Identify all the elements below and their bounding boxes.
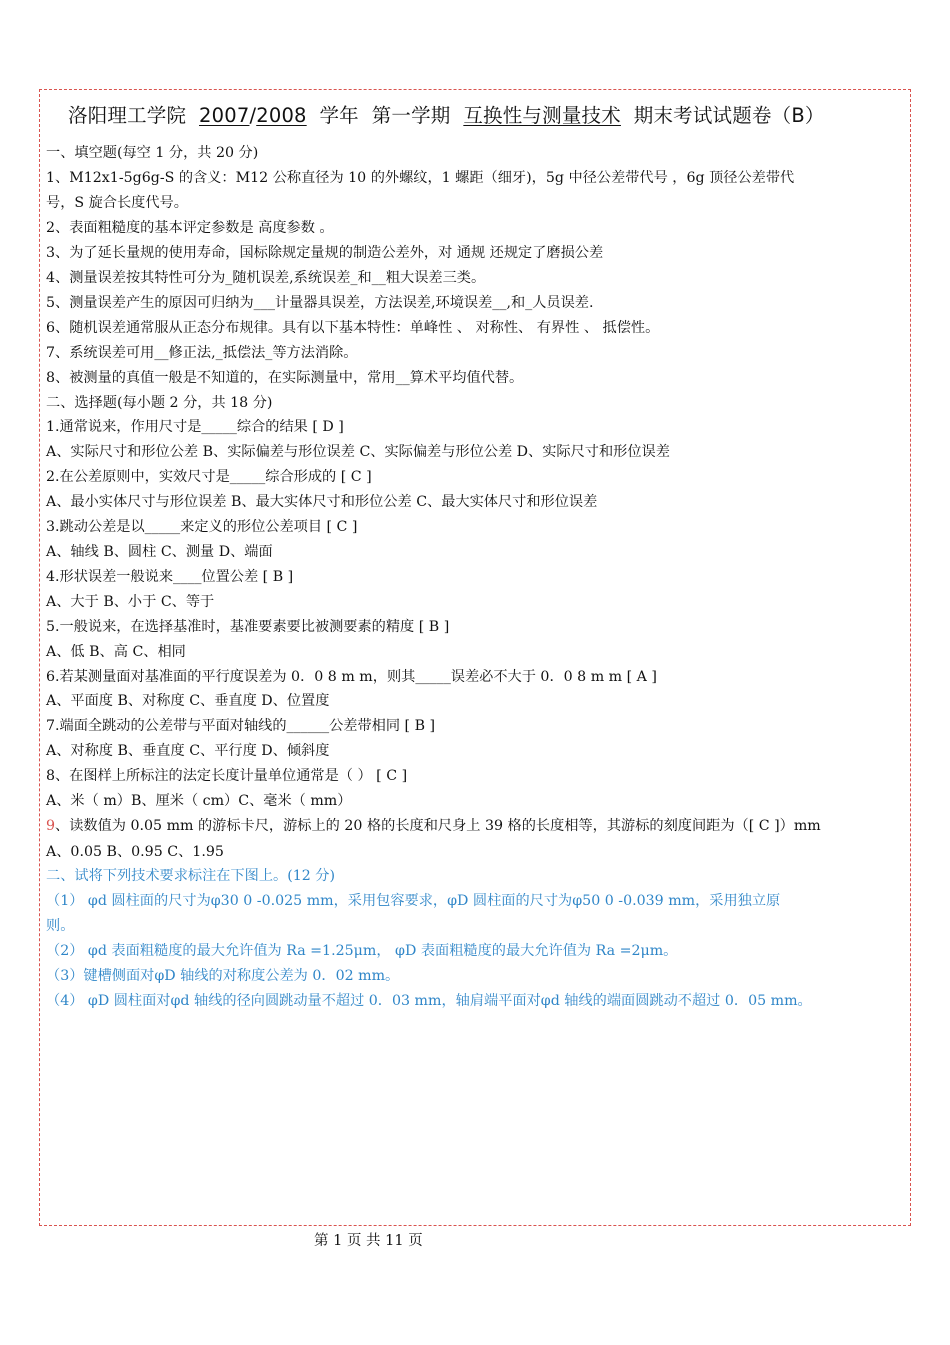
year-start: 2007 bbox=[199, 104, 250, 127]
choice-q9 bbox=[46, 816, 821, 836]
choice-q2: 2.在公差原则中，实效尺寸是_____综合形成的 [ C ] bbox=[46, 469, 372, 485]
choice-q9-text: 、读数值为 0.05 mm 的游标卡尺，游标上的 20 格的长度和尺身上 39 格的长度相等，其游标的刻度间距为（[ C ]）mm bbox=[55, 818, 821, 834]
choice-q5-options: A、低 B、高 C、相同 bbox=[46, 644, 186, 660]
course-name: 互换性与测量技术 bbox=[463, 104, 621, 127]
choice-q8-options: A、米（ m）B、厘米（ cm）C、毫米（ mm） bbox=[46, 793, 352, 809]
fill-q8: 8、被测量的真值一般是不知道的，在实际测量中，常用__算术平均值代替。 bbox=[46, 370, 524, 386]
choice-q6: 6.若某测量面对基准面的平行度误差为 0．0 8 m m，则其_____误差必不大于 0．0 8 m m [ A ] bbox=[46, 669, 657, 685]
fill-q4: 4、测量误差按其特性可分为_随机误差,系统误差_和__粗大误差三类。 bbox=[46, 270, 486, 286]
exam-label: 期末考试试题卷（B） bbox=[633, 104, 825, 127]
fill-q7: 7、系统误差可用__修正法,_抵偿法_等方法消除。 bbox=[46, 345, 358, 361]
choice-q4: 4.形状误差一般说来____位置公差 [ B ] bbox=[46, 569, 294, 585]
fill-q6: 6、随机误差通常服从正态分布规律。具有以下基本特性：单峰性 、 对称性、 有界性 、 抵偿性。 bbox=[46, 320, 660, 336]
school-name: 洛阳理工学院 bbox=[68, 104, 187, 127]
choice-q3-options: A、轴线 B、圆柱 C、测量 D、端面 bbox=[46, 544, 273, 560]
annotation-req-1-cont: 则。 bbox=[46, 918, 75, 934]
choice-q3: 3.跳动公差是以_____来定义的形位公差项目 [ C ] bbox=[46, 519, 358, 535]
choice-q9-options: A、0.05 B、0.95 C、1.95 bbox=[46, 844, 224, 860]
fill-q5: 5、测量误差产生的原因可归纳为___计量器具误差，方法误差,环境误差__,和_人员误差. bbox=[46, 295, 594, 311]
annotation-req-1: （1） φd 圆柱面的尺寸为φ30 0 -0.025 mm，采用包容要求，φD 圆柱面的尺寸为φ50 0 -0.039 mm，采用独立原 bbox=[46, 893, 781, 909]
fill-q1: 1、M12x1-5g6g-S 的含义：M12 公称直径为 10 的外螺纹，1 螺距（细牙)，5g 中径公差带代号 ，6g 顶径公差带代 bbox=[46, 170, 795, 186]
fill-q1-cont: 号，S 旋合长度代号。 bbox=[46, 195, 188, 211]
choice-q7: 7.端面全跳动的公差带与平面对轴线的______公差带相同 [ B ] bbox=[46, 718, 436, 734]
choice-q9-number: 9 bbox=[46, 818, 56, 834]
section-choice-heading: 二、选择题(每小题 2 分，共 18 分) bbox=[46, 395, 273, 411]
academic-year-label: 学年 bbox=[319, 104, 359, 127]
year-slash: / bbox=[249, 104, 257, 127]
choice-q6-options: A、平面度 B、对称度 C、垂直度 D、位置度 bbox=[46, 693, 330, 709]
annotation-req-4: （4） φD 圆柱面对φd 轴线的径向圆跳动量不超过 0．03 mm，轴肩端平面对φd 轴线的端面圆跳动不超过 0．05 mm。 bbox=[46, 993, 812, 1009]
choice-q7-options: A、对称度 B、垂直度 C、平行度 D、倾斜度 bbox=[46, 743, 330, 759]
fill-q3: 3、为了延长量规的使用寿命，国标除规定量规的制造公差外，对 通规 还规定了磨损公差 bbox=[46, 245, 604, 261]
page-footer: 第 1 页 共 11 页 bbox=[314, 1233, 423, 1249]
choice-q5: 5.一般说来，在选择基准时，基准要素要比被测要素的精度 [ B ] bbox=[46, 619, 450, 635]
choice-q2-options: A、最小实体尺寸与形位误差 B、最大实体尺寸和形位公差 C、最大实体尺寸和形位误差 bbox=[46, 494, 598, 510]
section-fill-blank-heading: 一、填空题(每空 1 分，共 20 分) bbox=[46, 145, 259, 161]
annotation-req-3: （3）键槽侧面对φD 轴线的对称度公差为 0．02 mm。 bbox=[46, 968, 400, 984]
choice-q1: 1.通常说来，作用尺寸是_____综合的结果 [ D ] bbox=[46, 419, 344, 435]
annotation-req-2: （2） φd 表面粗糙度的最大允许值为 Ra =1.25μm， φD 表面粗糙度的最大允许值为 Ra =2μm。 bbox=[46, 943, 678, 959]
section-annotation-heading: 二、试将下列技术要求标注在下图上。(12 分) bbox=[46, 868, 336, 884]
fill-q2: 2、表面粗糙度的基本评定参数是 高度参数 。 bbox=[46, 220, 334, 236]
semester-label: 第一学期 bbox=[371, 104, 451, 127]
choice-q8: 8、在图样上所标注的法定长度计量单位通常是（ ） [ C ] bbox=[46, 768, 408, 784]
choice-q1-options: A、实际尺寸和形位公差 B、实际偏差与形位误差 C、实际偏差与形位公差 D、实际尺寸和形位误差 bbox=[46, 444, 670, 460]
choice-q4-options: A、大于 B、小于 C、等于 bbox=[46, 594, 215, 610]
year-end: 2008 bbox=[256, 104, 307, 127]
exam-title bbox=[68, 100, 908, 128]
